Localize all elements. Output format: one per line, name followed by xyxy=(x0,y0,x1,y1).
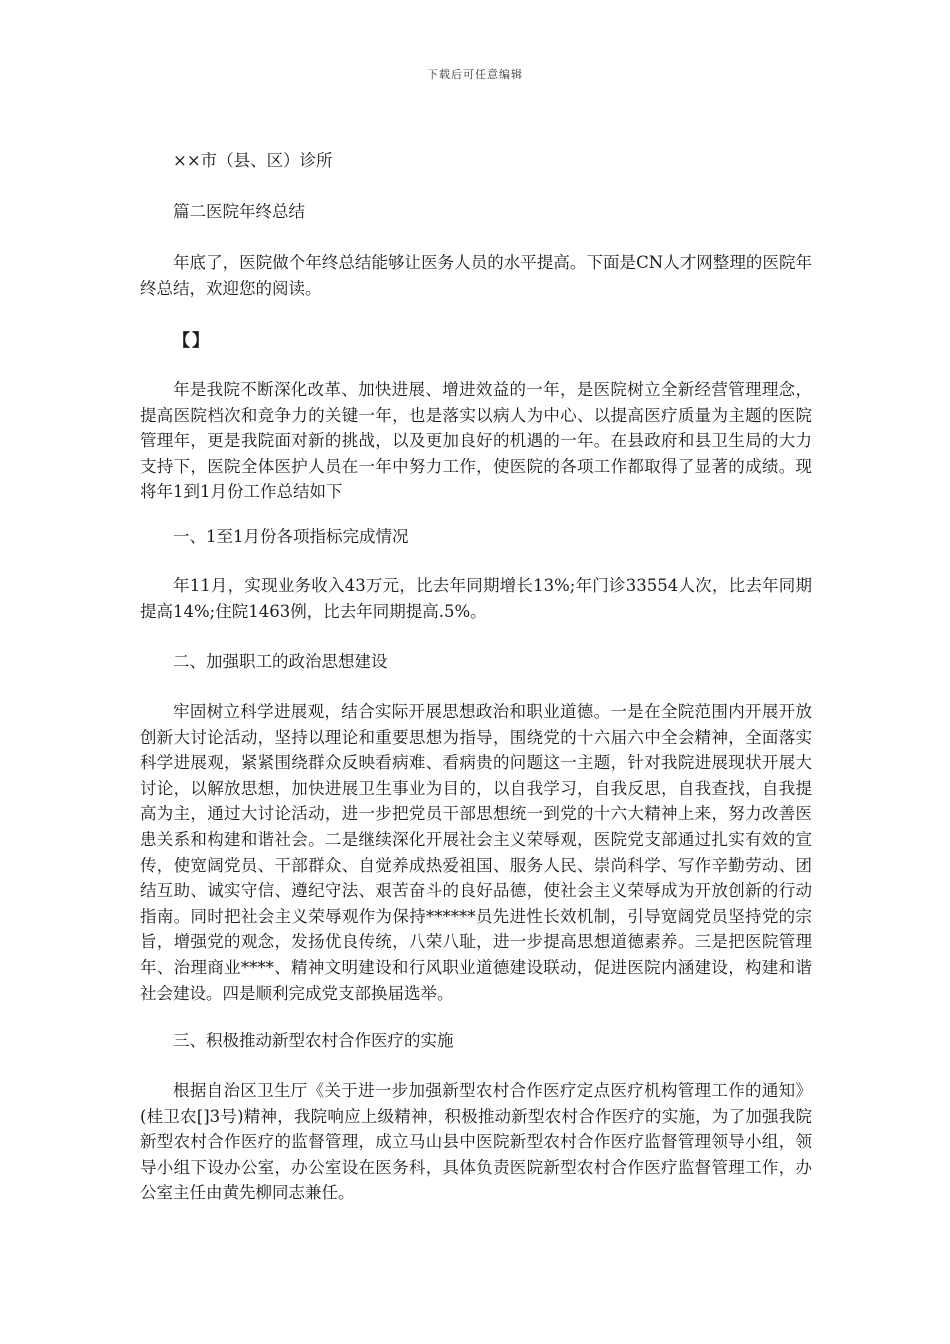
intro-paragraph: 年底了，医院做个年终总结能够让医务人员的水平提高。下面是CN人才网整理的医院年终总结，欢迎您的阅读。 xyxy=(140,253,812,298)
empty-bracket: 【】 xyxy=(173,331,211,351)
signoff-line: ××市（县、区）诊所 xyxy=(173,151,333,170)
paragraph-political: 牢固树立科学进展观，结合实际开展思想政治和职业道德。一是在全院范围内开展开放创新大讨论活动，坚持以理论和重要思想为指导，围绕党的十六届六中全会精神，全面落实科学进展观，紧紧围绕群众反映看病难、看病贵的问题这一主题，针对我院进展现状开展大讨论，以解放思想，加快进展卫生事业为目的，以自我学习，自我反思，自我查找，自我提高为主，通过大讨论活动，进一步把党员干部思想统一到党的十六大精神上来，努力改善医患关系和构建和谐社会。二是继续深化开展社会主义荣辱观，医院党支部通过扎实有效的宣传，使宽阔党员、干部群众、自觉养成热爱祖国、服务人民、崇尚科学、写作辛勤劳动、团结互助、诚实守信、遵纪守法、艰苦奋斗的良好品德，使社会主义荣辱成为开放创新的行动指南。同时把社会主义荣辱观作为保持******员先进性长效机制，引导宽阔党员坚持党的宗旨，增强党的观念，发扬优良传统，八荣八耻，进一步提高思想道德素养。三是把医院管理年、治理商业****、精神文明建设和行风职业道德建设联动，促进医院内涵建设，构建和谐社会建设。四是顺利完成党支部换届选举。 xyxy=(140,702,812,1003)
heading-political: 二、加强职工的政治思想建设 xyxy=(173,652,388,671)
section-title: 篇二医院年终总结 xyxy=(173,202,305,221)
heading-cooperative-medical: 三、积极推动新型农村合作医疗的实施 xyxy=(173,1031,454,1050)
paragraph-cooperative-medical: 根据自治区卫生厅《关于进一步加强新型农村合作医疗定点医疗机构管理工作的通知》(桂卫农[]3号)精神，我院响应上级精神，积极推动新型农村合作医疗的实施，为了加强我院新型农村合作医疗的监督管理，成立马山县中医院新型农村合作医疗监督管理领导小组，领导小组下设办公室，办公室设在医务科，具体负责医院新型农村合作医疗监督管理工作，办公室主任由黄先柳同志兼任。 xyxy=(140,1081,812,1203)
heading-indicators: 一、1至1月份各项指标完成情况 xyxy=(173,527,409,546)
paragraph-overview: 年是我院不断深化改革、加快进展、增进效益的一年，是医院树立全新经营管理理念，提高医院档次和竞争力的关键一年，也是落实以病人为中心、以提高医疗质量为主题的医院管理年，更是我院面对新的挑战，以及更加良好的机遇的一年。在县政府和县卫生局的大力支持下，医院全体医护人员在一年中努力工作，使医院的各项工作都取得了显著的成绩。现将年1到1月份工作总结如下 xyxy=(140,380,812,502)
paragraph-indicators: 年11月，实现业务收入43万元，比去年同期增长13%;年门诊33554人次，比去年同期提高14%;住院1463例，比去年同期提高.5%。 xyxy=(140,576,812,621)
page-header: 下载后可任意编辑 xyxy=(427,68,523,81)
